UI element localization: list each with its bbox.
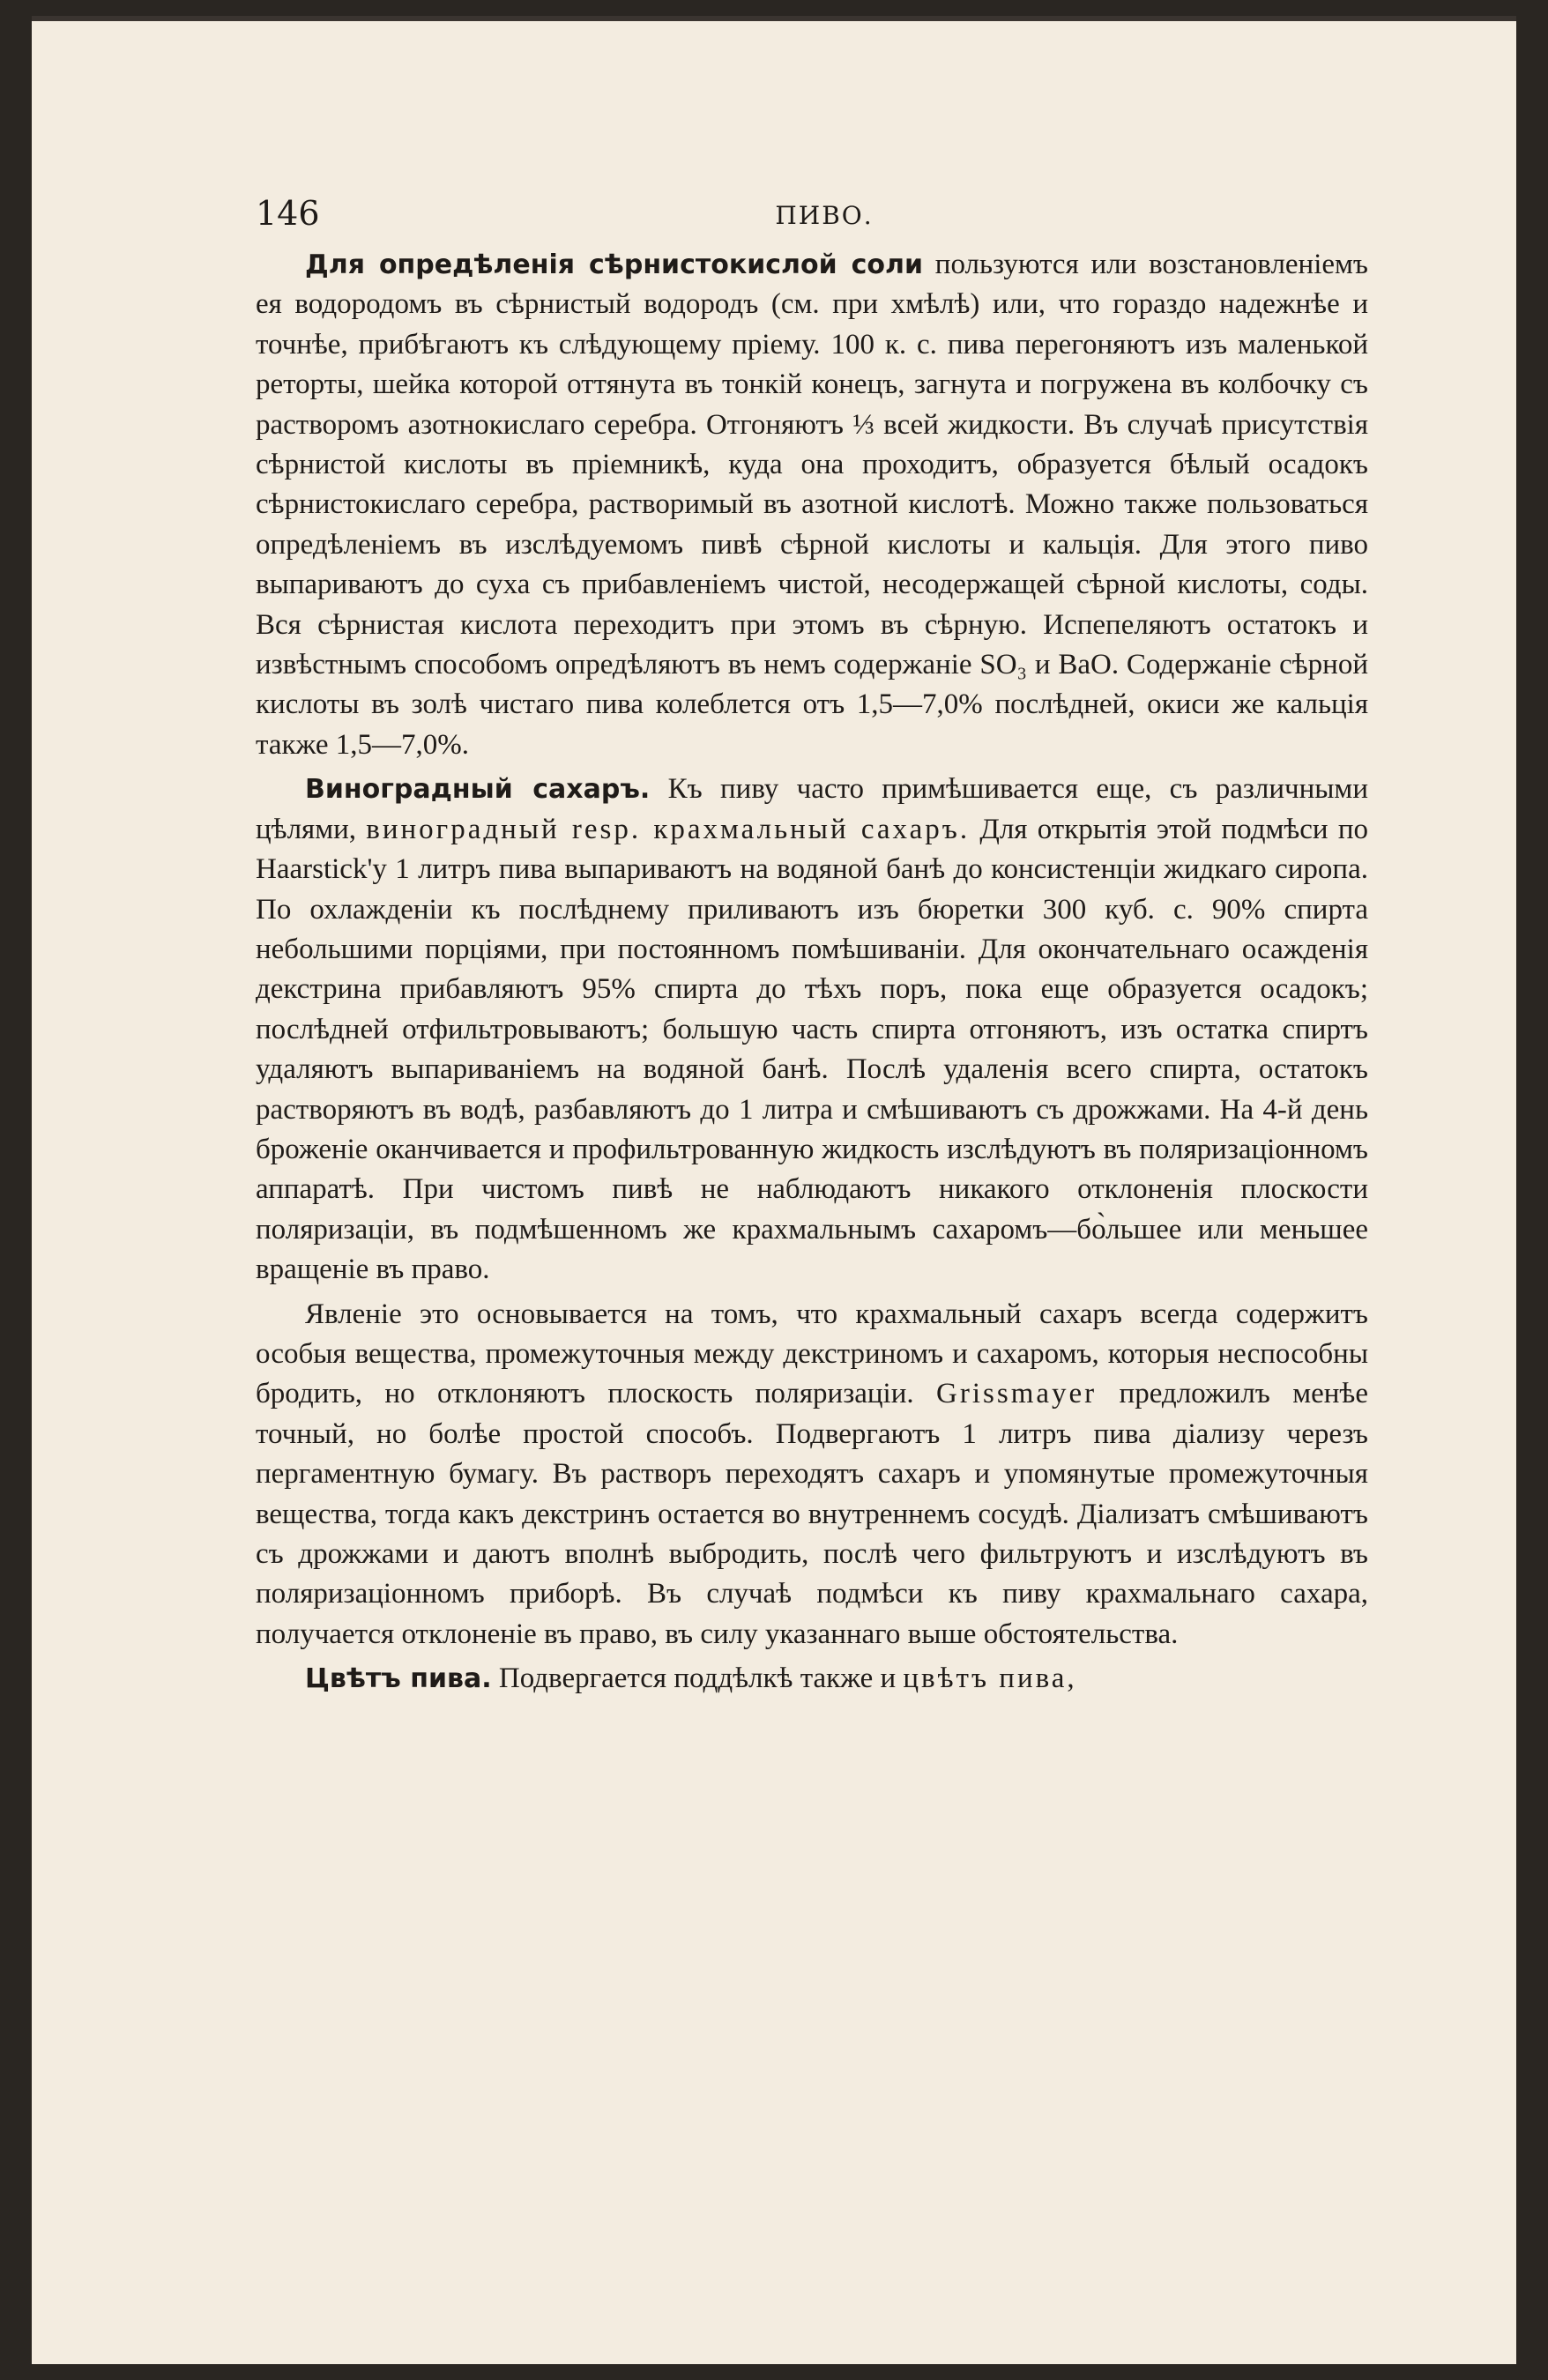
spaced-term-grape-sugar: виноградный resp. крахмальный сахаръ. bbox=[366, 813, 971, 845]
paragraph-sulfite bbox=[256, 245, 1368, 765]
page-header bbox=[256, 194, 1393, 238]
paragraph-grape-sugar bbox=[256, 770, 1368, 1290]
page-number: 146 bbox=[256, 194, 320, 233]
paragraph-text-explanation-a: Явленіе это основывается на томъ, что крахмальный сахаръ всегда содержитъ особыя вещества, промежуточныя между декстриномъ и сахаромъ, которыя неспособны бродить, но отклоняютъ плоскость поляризаціи. bbox=[256, 1298, 1368, 1410]
paragraph-explanation bbox=[256, 1295, 1368, 1655]
paragraph-lead-grape-sugar: Виноградный сахаръ. bbox=[305, 774, 651, 806]
running-title: ПИВО. bbox=[775, 201, 874, 230]
paragraph-text-sulfite: пользуются или возстановленіемъ ея водородомъ въ сѣрнистый водородъ (см. при хмѣлѣ) или, что гораздо надежнѣе и точнѣе, прибѣгаютъ къ слѣдующему пріему. 100 к. с. пива перегоняютъ изъ маленькой реторты, шейка которой оттянута въ тонкій конецъ, загнута и погружена въ колбочку съ растворомъ азотнокислаго серебра. Отгоняютъ ⅓ всей жидкости. Въ случаѣ присутствія сѣрнистой кислоты въ пріемникѣ, куда она проходитъ, образуется бѣлый осадокъ сѣрнистокислаго серебра, растворимый въ азотной кислотѣ. Можно также пользоваться опредѣленіемъ въ изслѣдуемомъ пивѣ сѣрной кислоты и кальція. Для этого пиво выпариваютъ до суха съ прибавленіемъ чистой, несодержащей сѣрной кислоты, соды. Вся сѣрнистая кислота переходитъ при этомъ въ сѣрную. Испепеляютъ остатокъ и извѣстнымъ способомъ опредѣляютъ въ немъ содержаніе SO₃ и BaO. Содержаніе сѣрной кислоты въ золѣ чистаго пива колеблется отъ 1,5—7,0% послѣдней, окиси же кальція также 1,5—7,0%. bbox=[256, 249, 1368, 761]
body-text bbox=[256, 245, 1368, 1704]
paragraph-lead-beer-color: Цвѣтъ пива. bbox=[305, 1663, 492, 1695]
spaced-term-beer-color: цвѣтъ пива, bbox=[903, 1662, 1077, 1695]
paragraph-text-beer-color: Подвергается поддѣлкѣ также и bbox=[491, 1662, 904, 1695]
paragraph-lead-sulfite: Для опредѣленія сѣрнистокислой соли bbox=[305, 249, 923, 280]
paragraph-text-grape-sugar-b: Для открытія этой подмѣси по Haarstick'у 1 литръ пива выпариваютъ на водяной банѣ до консистенціи жидкаго сиропа. По охлажденіи къ послѣднему приливаютъ изъ бюретки 300 куб. с. 90% спирта небольшими порціями, при постоянномъ помѣшиваніи. Для окончательнаго осажденія декстрина прибавляютъ 95% спирта до тѣхъ поръ, пока еще образуется осадокъ; послѣдней отфильтровываютъ; большую часть спирта отгоняютъ, изъ остатка спиртъ удаляютъ выпариваніемъ на водяной банѣ. Послѣ удаленія всего спирта, остатокъ растворяютъ въ водѣ, разбавляютъ до 1 литра и смѣшиваютъ съ дрожжами. На 4-й день броженіе оканчивается и профильтрованную жидкость изслѣдуютъ въ поляризаціонномъ аппаратѣ. При чистомъ пивѣ не наблюдаютъ никакого отклоненія плоскости поляризаціи, въ подмѣшенномъ же крахмальнымъ сахаромъ—бо̀льшее или меньшее вращеніе въ право. bbox=[256, 813, 1368, 1286]
spaced-author-name: Grissmayer bbox=[936, 1378, 1098, 1410]
paragraph-text-explanation-b: предложилъ менѣе точный, но болѣе простой способъ. Подвергаютъ 1 литръ пива діализу черезъ пергаментную бумагу. Въ растворъ переходятъ сахаръ и упомянутые промежуточныя вещества, тогда какъ декстринъ остается во внутреннемъ сосудѣ. Діализатъ смѣшиваютъ съ дрожжами и даютъ вполнѣ выбродить, послѣ чего фильтруютъ и изслѣдуютъ въ поляризаціонномъ приборѣ. Въ случаѣ подмѣси къ пиву крахмальнаго сахара, получается отклоненіе въ право, въ силу указаннаго выше обстоятельства. bbox=[256, 1378, 1368, 1650]
paragraph-beer-color bbox=[256, 1659, 1368, 1699]
paragraph-text-grape-sugar-a: Къ пиву часто примѣшивается еще, съ различными цѣлями, bbox=[256, 773, 1368, 845]
